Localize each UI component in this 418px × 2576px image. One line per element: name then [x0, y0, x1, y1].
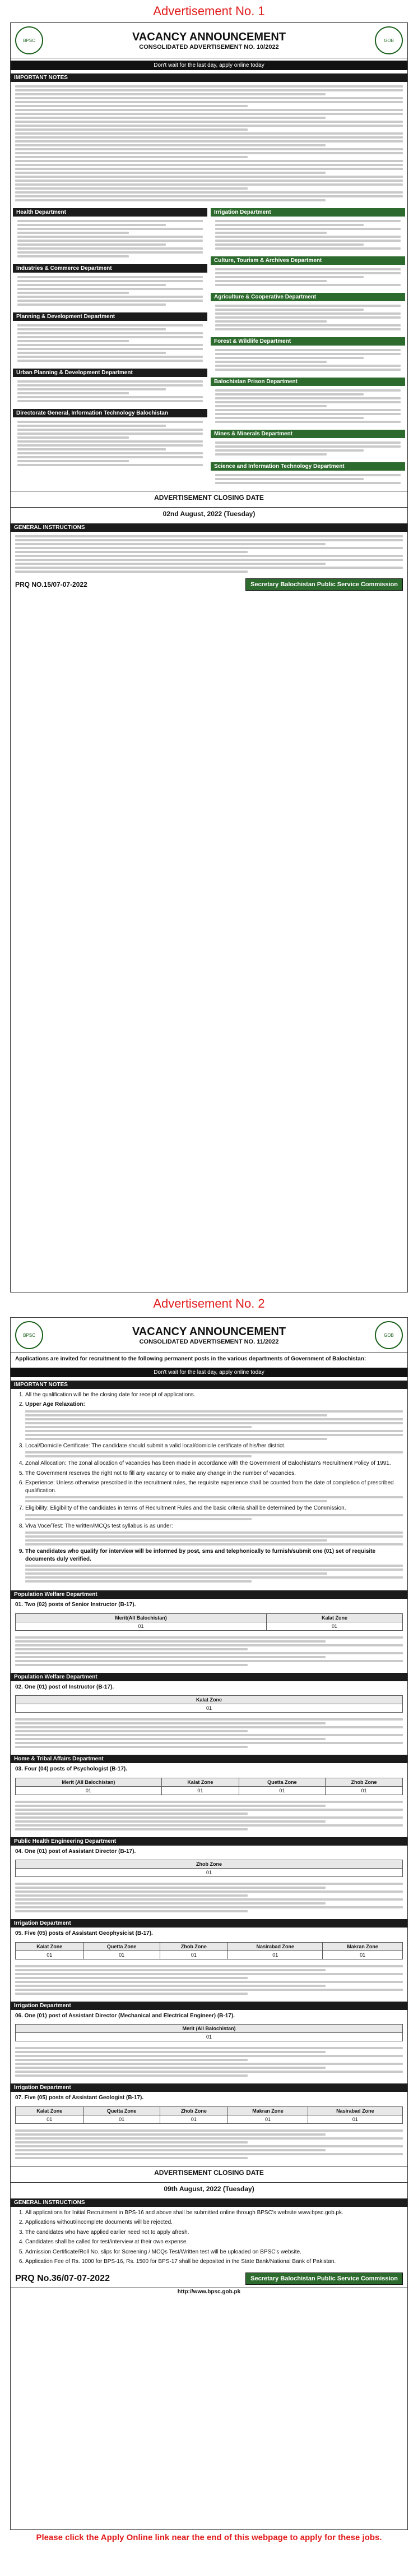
ad1-notes-text — [11, 82, 407, 205]
ad2-note: 1. All the qualification will be the closing date for receipt of applications. — [25, 1391, 403, 1399]
zone-count: 01 — [16, 1951, 84, 1959]
zone-header: Nasirabad Zone — [308, 2106, 402, 2115]
zone-header: Merit (All Balochistan) — [16, 1778, 162, 1786]
ad2-department-heading: Irrigation Department — [11, 2083, 407, 2092]
zonal-allocation-table — [15, 1613, 403, 1631]
zone-count: 01 — [16, 1869, 403, 1877]
zone-header: Merit (All Balochistan) — [16, 2025, 403, 2033]
ad1-section-culture: Culture, Tourism & Archives Department — [211, 256, 405, 265]
ad2-post-title: 04. One (01) post of Assistant Director (B-17). — [15, 1848, 136, 1855]
ad2-intro: Applications are invited for recruitment to the following permanent posts in the various departments of Government of Balochistan: — [15, 1356, 366, 1362]
ad1-section-planning: Planning & Development Department — [13, 312, 207, 321]
ad1-notice: Don't wait for the last day, apply online today — [11, 61, 407, 70]
zonal-allocation-table — [15, 1695, 403, 1713]
zonal-allocation-table — [15, 1860, 403, 1877]
ad1-section-dgit: Directorate General, Information Technology Balochistan — [13, 409, 207, 417]
zonal-allocation-table — [15, 1778, 403, 1795]
zone-count: 01 — [16, 1622, 267, 1630]
zone-header: Quetta Zone — [83, 1942, 160, 1951]
advertisement-1-sheet — [10, 22, 408, 1292]
ad2-note: 2. Upper Age Relaxation: — [25, 1401, 403, 1440]
ad2-post-title: 01. Two (02) posts of Senior Instructor (B-17). — [15, 1602, 136, 1608]
zonal-allocation-table — [15, 1942, 403, 1959]
ad1-title: VACANCY ANNOUNCEMENT — [132, 30, 286, 43]
zone-header: Zhob Zone — [160, 2106, 228, 2115]
ad2-department-heading: Irrigation Department — [11, 2002, 407, 2010]
ad1-header — [11, 23, 407, 58]
qualification-text — [11, 1715, 407, 1751]
ad1-subtitle: CONSOLIDATED ADVERTISEMENT NO. 10/2022 — [139, 43, 279, 50]
ad2-department-heading: Irrigation Department — [11, 1919, 407, 1928]
ad1-secretary: Secretary Balochistan Public Service Commission — [245, 578, 403, 591]
ad1-section-forest: Forest & Wildlife Department — [211, 337, 405, 346]
ad1-section-urban: Urban Planning & Development Department — [13, 369, 207, 377]
zone-count: 01 — [228, 2115, 308, 2123]
ad2-instruction: 6. Application Fee of Rs. 1000 for BPS-16, Rs. 1500 for BPS-17 shall be deposited in the State Bank/National Bank of Pakistan. — [25, 2258, 403, 2266]
ad2-post-title: 06. One (01) post of Assistant Director (Mechanical and Electrical Engineer) (B-17). — [15, 2012, 235, 2019]
ad2-note: 8. Viva Voce/Test: The written/MCQs test syllabus is as under: — [25, 1522, 403, 1546]
ad2-note: 3. Local/Domicile Certificate: The candidate should submit a valid local/domicile certificate of his/her district. — [25, 1442, 403, 1458]
zone-count: 01 — [323, 1951, 403, 1959]
zone-count: 01 — [16, 2115, 84, 2123]
zone-header: Quetta Zone — [83, 2106, 160, 2115]
ad2-notes — [11, 1389, 407, 1588]
ad1-general-instructions: GENERAL INSTRUCTIONS — [11, 523, 407, 532]
ad2-department-heading: Public Health Engineering Department — [11, 1837, 407, 1846]
ad2-post-title: 02. One (01) post of Instructor (B-17). — [15, 1683, 114, 1690]
ad1-section-science-it: Science and Information Technology Department — [211, 462, 405, 471]
ad1-important-notes: IMPORTANT NOTES — [11, 73, 407, 82]
zone-header: Makran Zone — [228, 2106, 308, 2115]
zone-count: 01 — [228, 1951, 323, 1959]
ad1-section-prison: Balochistan Prison Department — [211, 378, 405, 386]
ad2-prq: PRQ No.36/07-07-2022 — [15, 2273, 110, 2283]
zone-count: 01 — [308, 2115, 402, 2123]
qualification-text — [11, 2126, 407, 2163]
zone-header: Nasirabad Zone — [228, 1942, 323, 1951]
zone-header: Kalat Zone — [16, 1696, 403, 1704]
zone-count: 01 — [16, 2033, 403, 2041]
ad2-instruction: 2. Applications without/incomplete documents will be rejected. — [25, 2219, 403, 2227]
ad2-general-instructions: GENERAL INSTRUCTIONS — [11, 2198, 407, 2207]
bpsc-logo-icon: BPSC — [15, 26, 43, 54]
zone-count: 01 — [83, 1951, 160, 1959]
zone-count: 01 — [83, 2115, 160, 2123]
zonal-allocation-table — [15, 2106, 403, 2124]
zone-count: 01 — [16, 1704, 403, 1713]
ad1-closing-date: 02nd August, 2022 (Tuesday) — [11, 507, 407, 520]
advertisement-2-heading: Advertisement No. 2 — [153, 1296, 265, 1310]
bpsc-logo-icon: BPSC — [15, 1321, 43, 1349]
balochistan-seal-icon: GOB — [375, 26, 403, 54]
ad2-department-heading: Home & Tribal Affairs Department — [11, 1755, 407, 1763]
ad1-prq: PRQ NO.15/07-07-2022 — [15, 581, 87, 588]
ad1-section-agriculture: Agriculture & Cooperative Department — [211, 293, 405, 301]
zone-header: Zhob Zone — [326, 1778, 403, 1786]
ad2-department-heading: Population Welfare Department — [11, 1673, 407, 1681]
zone-header: Kalat Zone — [16, 1942, 84, 1951]
ad1-columns — [11, 205, 407, 487]
ad2-instruction: 5. Admission Certificate/Roll No. slips for Screening / MCQs Test/Written test will be uploaded on BPSC's website. — [25, 2248, 403, 2256]
ad2-instruction: 3. The candidates who have applied earlier need not to apply afresh. — [25, 2229, 403, 2237]
zone-header: Kalat Zone — [267, 1613, 403, 1622]
ad2-footer — [11, 2270, 407, 2287]
ad2-instructions — [11, 2207, 407, 2270]
qualification-text — [11, 1962, 407, 1998]
ad1-closing-title: ADVERTISEMENT CLOSING DATE — [11, 491, 407, 504]
zone-header: Merit(All Balochistan) — [16, 1613, 267, 1622]
zone-count: 01 — [161, 1786, 239, 1795]
ad2-closing-date: 09th August, 2022 (Tuesday) — [11, 2182, 407, 2195]
ad2-secretary: Secretary Balochistan Public Service Commission — [245, 2273, 403, 2285]
ad2-note: 9. The candidates who qualify for interview will be informed by post, sms and telephonically to furnish/submit one (01) set of requisite documents duly verified. — [25, 1548, 403, 1583]
ad2-instruction: 1. All applications for Initial Recruitment in BPS-16 and above shall be submitted online through BPSC's website www.bpsc.gob.pk. — [25, 2209, 403, 2217]
apply-online-note: Please click the Apply Online link near the end of this webpage to apply for these jobs. — [36, 2533, 382, 2542]
qualification-text — [11, 1797, 407, 1834]
ad2-note: 6. Experience: Unless otherwise prescribed in the recruitment rules, the requisite experience shall be counted from the date of completion of prescribed qualification. — [25, 1479, 403, 1502]
qualification-text — [11, 2044, 407, 2080]
ad1-footer — [11, 576, 407, 593]
zone-count: 01 — [326, 1786, 403, 1795]
zone-header: Zhob Zone — [16, 1860, 403, 1869]
zone-header: Makran Zone — [323, 1942, 403, 1951]
ad2-departments — [11, 1590, 407, 2163]
ad1-section-mines: Mines & Minerals Department — [211, 430, 405, 438]
zone-header: Kalat Zone — [161, 1778, 239, 1786]
ad2-note: 5. The Government reserves the right not to fill any vacancy or to make any change in the number of vacancies. — [25, 1470, 403, 1478]
ad2-post-title: 07. Five (05) posts of Assistant Geologist (B-17). — [15, 2095, 144, 2101]
zone-count: 01 — [267, 1622, 403, 1630]
ad2-note: 7. Eligibility: Eligibility of the candidates in terms of Recruitment Rules and the basic criteria shall be determined by the Commission. — [25, 1505, 403, 1520]
zone-count: 01 — [16, 1786, 162, 1795]
ad2-post-title: 03. Four (04) posts of Psychologist (B-17). — [15, 1766, 128, 1772]
zone-header: Zhob Zone — [160, 1942, 228, 1951]
ad1-section-health: Health Department — [13, 208, 207, 217]
ad2-post-title: 05. Five (05) posts of Assistant Geophysicist (B-17). — [15, 1930, 153, 1936]
ad2-title: VACANCY ANNOUNCEMENT — [132, 1325, 286, 1338]
ad2-subtitle: CONSOLIDATED ADVERTISEMENT NO. 11/2022 — [139, 1338, 279, 1345]
zone-count: 01 — [160, 2115, 228, 2123]
zone-count: 01 — [160, 1951, 228, 1959]
ad2-note: 4. Zonal Allocation: The zonal allocation of vacancies has been made in accordance with the Government of Balochistan's Recruitment Policy of 1991. — [25, 1460, 403, 1468]
qualification-text — [11, 1633, 407, 1669]
zone-header: Quetta Zone — [239, 1778, 325, 1786]
ad2-instruction: 4. Candidates shall be called for test/interview at their own expense. — [25, 2238, 403, 2246]
ad1-section-industries: Industries & Commerce Department — [13, 264, 207, 273]
advertisement-1-heading: Advertisement No. 1 — [153, 4, 265, 18]
qualification-text — [11, 1879, 407, 1916]
ad2-notice: Don't wait for the last day, apply online today — [11, 1368, 407, 1377]
balochistan-seal-icon: GOB — [375, 1321, 403, 1349]
ad2-important-notes: IMPORTANT NOTES — [11, 1381, 407, 1389]
ad2-department-heading: Population Welfare Department — [11, 1590, 407, 1599]
ad2-header — [11, 1318, 407, 1353]
ad2-website-link[interactable]: http://www.bpsc.gob.pk — [11, 2287, 407, 2296]
zonal-allocation-table — [15, 2024, 403, 2041]
zone-header: Kalat Zone — [16, 2106, 84, 2115]
zone-count: 01 — [239, 1786, 325, 1795]
ad2-closing-title: ADVERTISEMENT CLOSING DATE — [11, 2166, 407, 2179]
advertisement-2-sheet — [10, 1317, 408, 2530]
ad1-section-irrigation: Irrigation Department — [211, 208, 405, 217]
